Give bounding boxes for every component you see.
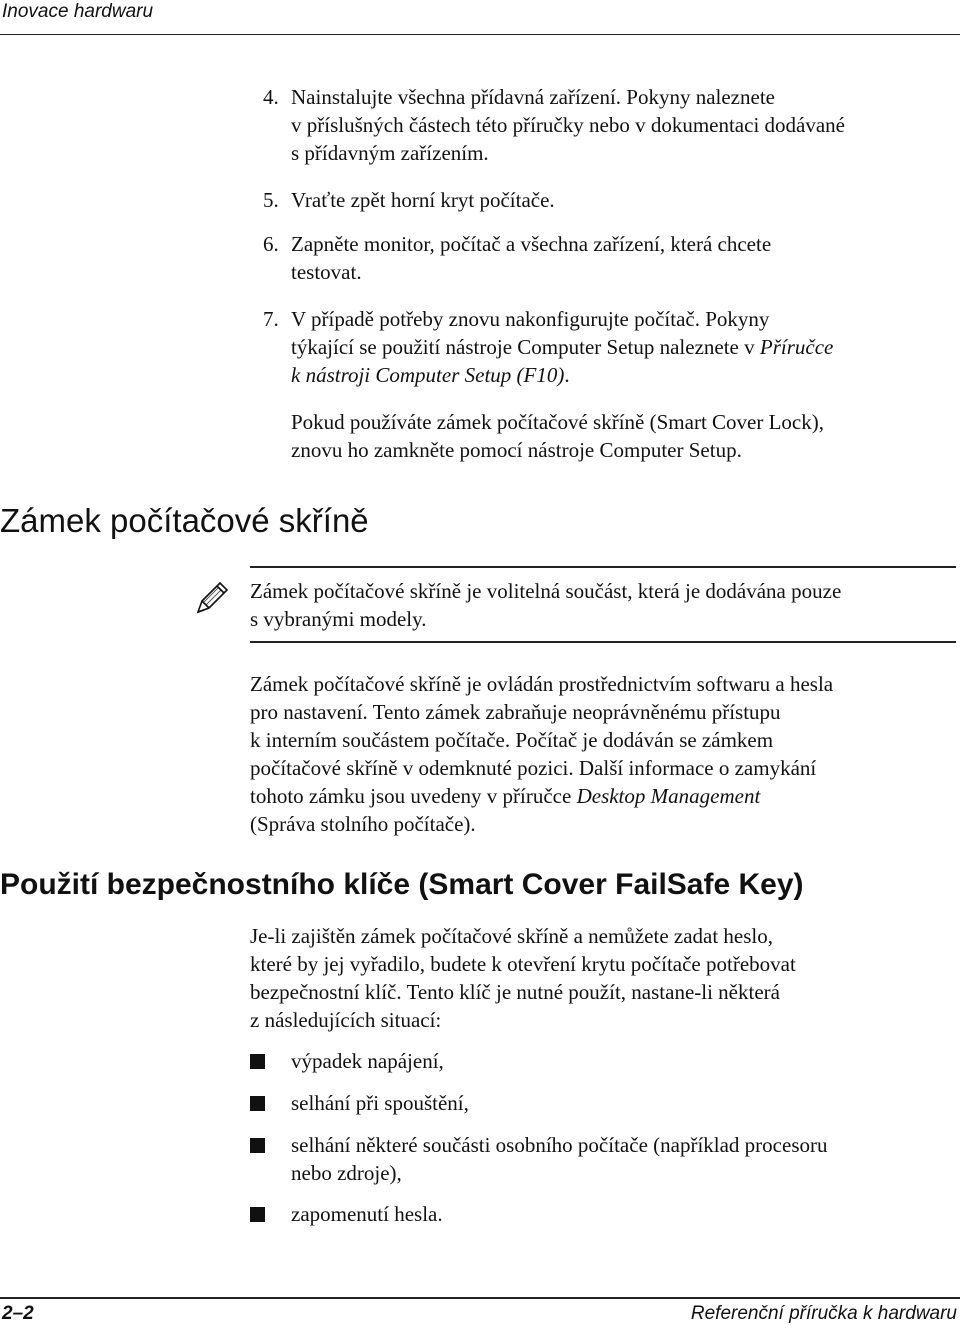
step-7-line-3-text: . (564, 363, 570, 387)
failsafe-intro-line-3: bezpečnostní klíč. Tento klíč je nutné použít, nastane-li některá (250, 980, 780, 1004)
step-6-line-2: testovat. (291, 260, 362, 284)
step-4-number: 4. (263, 85, 279, 109)
step-5-number: 5. (263, 188, 279, 212)
bullet-marker (250, 1054, 265, 1069)
header-rule (0, 34, 960, 35)
running-header-title: Inovace hardwaru (2, 1, 154, 22)
page-number: 2–2 (2, 1303, 34, 1324)
pencil-note-icon (190, 580, 230, 620)
bullet-item-3-line-2: nebo zdroje), (291, 1161, 402, 1185)
step-7-followup-line-2: znovu ho zamkněte pomocí nástroje Computer Setup. (291, 438, 742, 462)
cover-lock-body-line-2: pro nastavení. Tento zámek zabraňuje neoprávněnému přístupu (250, 700, 781, 724)
bullet-item-2: selhání při spouštění, (291, 1091, 469, 1115)
bullet-marker (250, 1207, 265, 1222)
bullet-item-3-line-1: selhání některé součásti osobního počítače (například procesoru (291, 1133, 828, 1157)
bullet-item-1: výpadek napájení, (291, 1049, 444, 1073)
failsafe-intro-line-2: které by jej vyřadilo, budete k otevření krytu počítače potřebovat (250, 952, 796, 976)
desktop-management-ref: Desktop Management (576, 784, 761, 808)
failsafe-intro-line-1: Je-li zajištěn zámek počítačové skříně a nemůžete zadat heslo, (250, 924, 774, 948)
cover-lock-body-line-4: počítačové skříně v odemknuté pozici. Další informace o zamykání (250, 756, 817, 780)
section-heading-failsafe-key: Použití bezpečnostního klíče (Smart Cover FailSafe Key) (0, 868, 804, 901)
cover-lock-body-line-5 (250, 782, 956, 810)
step-4-line-3: s přídavným zařízením. (291, 141, 489, 165)
step-5-line-1: Vraťte zpět horní kryt počítače. (291, 188, 555, 212)
cover-lock-body-line-3: k interním součástem počítače. Počítač je dodáván se zámkem (250, 728, 774, 752)
step-7-line-2-text: týkající se použití nástroje Computer Setup naleznete v (291, 335, 760, 359)
note-top-rule (250, 566, 956, 568)
section-heading-cover-lock: Zámek počítačové skříně (0, 502, 369, 539)
note-bottom-rule (250, 641, 956, 643)
step-7-book-ref-part2: k nástroji Computer Setup (F10) (291, 363, 565, 387)
step-6-line-1: Zapněte monitor, počítač a všechna zařízení, která chcete (291, 232, 772, 256)
step-7-line-2 (291, 333, 956, 361)
note-line-1: Zámek počítačové skříně je volitelná součást, která je dodávána pouze (250, 579, 842, 603)
step-7-line-1: V případě potřeby znovu nakonfigurujte počítač. Pokyny (291, 307, 770, 331)
bullet-marker (250, 1096, 265, 1111)
bullet-item-4: zapomenutí hesla. (291, 1202, 443, 1226)
footer-rule (0, 1297, 960, 1299)
bullet-marker (250, 1138, 265, 1153)
step-7-line-3 (291, 361, 956, 389)
step-4-line-2: v příslušných částech této příručky nebo v dokumentaci dodávané (291, 113, 845, 137)
note-line-2: s vybranými modely. (250, 607, 427, 631)
step-7-book-ref-part1: Příručce (759, 335, 834, 359)
book-title: Referenční příručka k hardwaru (690, 1303, 957, 1324)
cover-lock-body-line-6: (Správa stolního počítače). (250, 812, 476, 836)
step-6-number: 6. (263, 232, 279, 256)
step-4-line-1: Nainstalujte všechna přídavná zařízení. Pokyny naleznete (291, 85, 775, 109)
failsafe-intro-line-4: z následujících situací: (250, 1008, 442, 1032)
step-7-followup-line-1: Pokud používáte zámek počítačové skříně (Smart Cover Lock), (291, 410, 824, 434)
cover-lock-body-line-1: Zámek počítačové skříně je ovládán prostřednictvím softwaru a hesla (250, 672, 834, 696)
step-7-number: 7. (263, 307, 279, 331)
cover-lock-body-line-5-text: tohoto zámku jsou uvedeny v příručce (250, 784, 577, 808)
